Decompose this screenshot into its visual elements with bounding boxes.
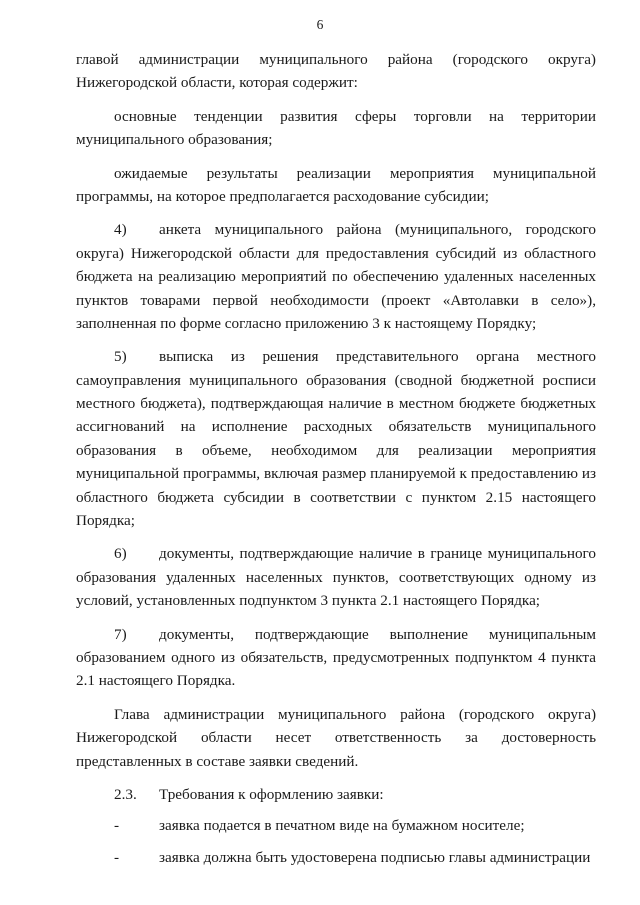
paragraph-line: Требования к оформлению заявки:: [159, 785, 384, 803]
paragraph-first-line: [76, 846, 596, 869]
paragraph-line: пунктов товарами первой необходимости (проект «Автолавки в село»),: [76, 291, 596, 309]
paragraph-line: Порядка;: [76, 512, 135, 530]
paragraph-line: самоуправления муниципального образования (сводной бюджетной росписи: [76, 371, 596, 389]
paragraph-line: ожидаемые результаты реализации мероприятия муниципальной: [114, 164, 596, 182]
paragraph: [76, 703, 596, 773]
paragraph-first-line: [76, 814, 596, 837]
paragraph-line: представленных в составе заявки сведений.: [76, 752, 359, 770]
paragraph-line: главой администрации муниципального района (городского округа): [76, 51, 596, 68]
paragraph-line: местного бюджета), подтверждающая наличие в местном бюджете бюджетных: [76, 395, 596, 413]
paragraph-line: документы, подтверждающие выполнение муниципальным: [159, 625, 596, 643]
paragraph-first-line: [76, 218, 596, 241]
paragraph-line: округа) Нижегородской области для предоставления субсидий из областного: [76, 244, 596, 262]
paragraph-line: областного бюджета субсидии в соответствии с пунктом 2.15 настоящего: [76, 488, 596, 506]
numbered-paragraph: [76, 846, 596, 869]
paragraph-line: Нижегородской области несет ответственность за достоверность: [76, 729, 596, 747]
item-number: 2.3.: [114, 785, 137, 803]
paragraph-line: основные тенденции развития сферы торговли на территории: [114, 107, 596, 125]
paragraph: [76, 162, 596, 209]
numbered-paragraph: [76, 623, 596, 693]
paragraph-line: документы, подтверждающие наличие в границе муниципального: [159, 545, 596, 563]
item-number: -: [114, 848, 120, 866]
paragraph-first-line: [76, 345, 596, 368]
numbered-paragraph: [76, 218, 596, 335]
numbered-paragraph: [76, 783, 596, 806]
paragraph-line: заявка подается в печатном виде на бумажном носителе;: [159, 817, 525, 835]
paragraph-line: выписка из решения представительного органа местного: [159, 348, 596, 366]
paragraph-line: образования удаленных населенных пунктов, соответствующих одному из: [76, 568, 596, 586]
paragraph: [76, 48, 596, 95]
document-body: [76, 48, 596, 869]
paragraph-line: муниципального образования;: [76, 131, 273, 149]
paragraph-line: образования в объеме, необходимом для реализации мероприятия: [76, 441, 596, 459]
paragraph-line: образованием одного из обязательств, предусмотренных подпунктом 4 пункта: [76, 648, 596, 666]
numbered-paragraph: [76, 542, 596, 612]
paragraph-first-line: [76, 542, 596, 565]
numbered-paragraph: [76, 814, 596, 837]
paragraph-first-line: [76, 783, 596, 806]
paragraph-line: бюджета на реализацию мероприятий по обеспечению удаленных населенных: [76, 268, 596, 286]
paragraph-line: ассигнований на исполнение расходных обязательств муниципального: [76, 418, 596, 436]
page-number: 6: [316, 17, 324, 32]
item-number: -: [114, 817, 120, 835]
numbered-paragraph: [76, 345, 596, 532]
paragraph-line: программы, на которое предполагается расходование субсидии;: [76, 187, 489, 205]
paragraph: [76, 105, 596, 152]
paragraph-first-line: [76, 623, 596, 646]
paragraph-line: 2.1 настоящего Порядка.: [76, 672, 236, 690]
paragraph-line: анкета муниципального района (муниципального, городского: [159, 221, 596, 239]
item-number: 5): [114, 348, 127, 366]
paragraph-line: заполненная по форме согласно приложению 3 к настоящему Порядку;: [76, 314, 537, 332]
item-number: 7): [114, 625, 127, 643]
paragraph-line: Глава администрации муниципального района (городского округа): [114, 705, 596, 723]
item-number: 4): [114, 221, 127, 239]
paragraph-line: условий, установленных подпунктом 3 пункта 2.1 настоящего Порядка;: [76, 592, 541, 610]
paragraph-line: Нижегородской области, которая содержит:: [76, 74, 358, 92]
paragraph-line: заявка должна быть удостоверена подписью главы администрации: [159, 848, 591, 866]
paragraph-line: муниципальной программы, включая размер планируемой к предоставлению из: [76, 465, 596, 483]
item-number: 6): [114, 545, 127, 563]
